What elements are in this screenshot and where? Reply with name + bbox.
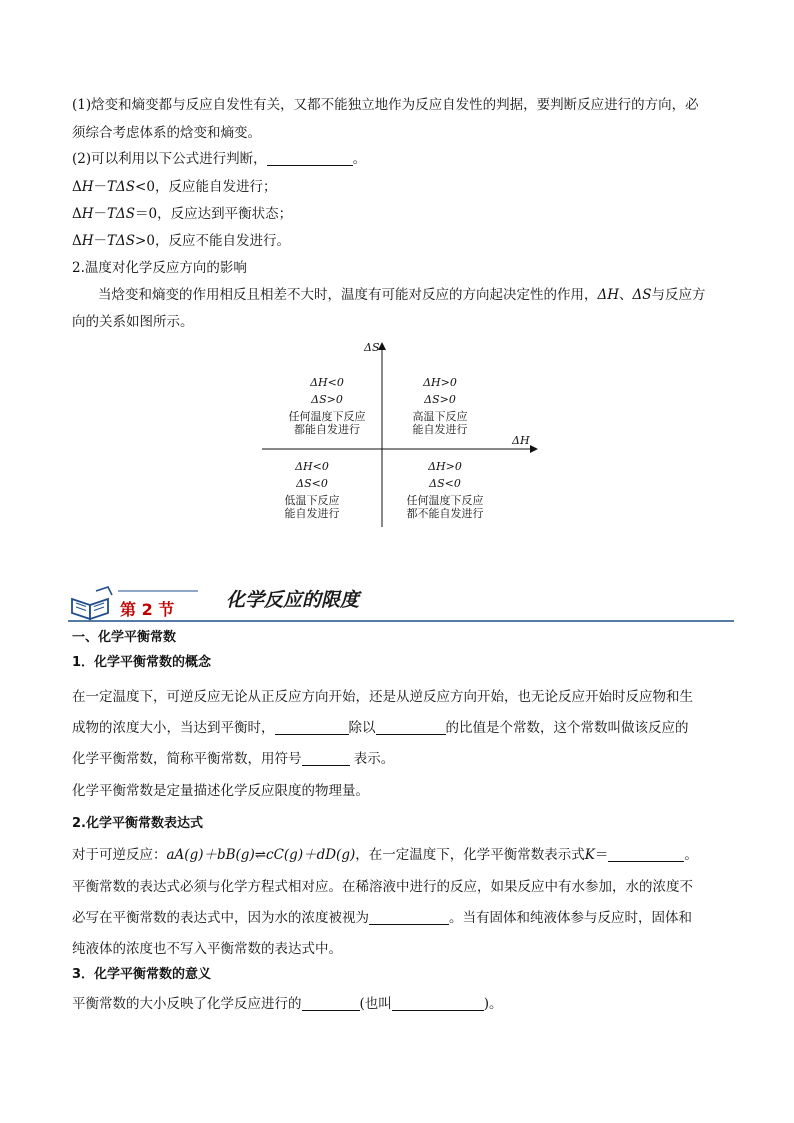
dh-term: ΔH [597,287,620,303]
heading-temperature: 2.温度对化学反应方向的影响 [72,260,247,276]
heading-equilibrium-constant: 一、化学平衡常数 [72,630,177,645]
concept-line-2a: 成物的浓度大小，当达到平衡时， [72,720,275,736]
q3-dh: ΔH<0 [295,460,329,473]
expression-line-3b: 。当有固体和纯液体参与反应时，固体和 [449,910,692,926]
concept-line-3a: 化学平衡常数，简称平衡常数，用符号 [72,751,302,767]
formula-1: ΔH－TΔS<0，反应能自发进行； [72,179,277,195]
minus-sign: － [93,206,108,222]
answer-blank[interactable] [376,720,446,735]
k-symbol: K [584,847,595,863]
quadrant-4 [398,460,492,520]
t-symbol: T [107,233,117,249]
x-axis-label: ΔH [512,434,530,447]
concept-line-4: 化学平衡常数是定量描述化学反应限度的物理量。 [72,783,369,799]
separator: 、 [619,287,633,303]
q4-desc-2: 都不能自发进行 [406,507,484,520]
meaning-line-1a: 平衡常数的大小反映了化学反应进行的 [72,996,302,1012]
q4-desc-1: 任何温度下反应 [406,494,484,507]
minus-sign: － [93,233,108,249]
quadrant-1 [400,376,480,436]
h-symbol: H [81,179,94,195]
section-header [68,585,734,625]
ds-symbol: ΔS [116,179,136,195]
formula-3-relation: >0，反应不能自发进行。 [135,233,290,249]
h-symbol: H [81,233,94,249]
heading-concept: 1．化学平衡常数的概念 [72,655,212,670]
h-symbol: H [81,206,94,222]
q3-desc-1: 低温下反应 [284,494,340,507]
concept-line-2c: 的比值是个常数，这个常数叫做该反应的 [445,720,689,736]
y-axis-label: ΔS [364,341,380,354]
concept-line-3 [72,750,394,768]
expression-line-1a: 对于可逆反应： [72,847,167,863]
q4-dh: ΔH>0 [428,460,462,473]
paragraph-3b: 向的关系如图所示。 [72,314,194,330]
minus-sign: － [93,179,108,195]
answer-blank[interactable] [369,910,449,925]
q2-desc-1: 任何温度下反应 [288,410,366,423]
expression-line-1 [72,846,698,864]
heading-meaning: 3．化学平衡常数的意义 [72,967,212,982]
paragraph-1a: (1)焓变和熵变都与反应自发性有关，又都不能独立地作为反应自发性的判据，要判断反应进行的方向，必 [72,97,699,113]
answer-blank[interactable] [275,720,349,735]
ds-symbol: ΔS [116,233,136,249]
q1-desc-2: 能自发进行 [412,423,468,436]
expression-line-1b: ，在一定温度下，化学平衡常数表示式 [355,847,585,863]
quadrant-2 [284,376,370,436]
answer-blank[interactable] [302,996,360,1011]
x-axis-arrow-icon [530,445,538,453]
quadrant-3 [272,460,352,520]
meaning-line-1b: (也叫 [359,996,392,1012]
heading-expression: 2.化学平衡常数表达式 [72,816,203,831]
concept-line-2b: 除以 [348,720,376,736]
ds-term: ΔS [632,287,652,303]
q3-desc-2: 能自发进行 [284,507,340,520]
q2-ds: ΔS>0 [311,393,343,406]
paragraph-1b: 须综合考虑体系的焓变和熵变。 [72,125,261,141]
expression-line-1d: 。 [684,847,698,863]
q1-desc-1: 高温下反应 [412,410,468,423]
t-symbol: T [107,179,117,195]
q2-dh: ΔH<0 [310,376,344,389]
formula-2-relation: ＝0，反应达到平衡状态； [135,206,293,222]
expression-line-4: 纯液体的浓度也不写入平衡常数的表达式中。 [72,941,342,957]
concept-line-2 [72,719,689,737]
q3-ds: ΔS<0 [296,477,328,490]
paragraph-2-end: 。 [352,151,367,167]
paragraph-2-text: (2)可以利用以下公式进行判断， [72,151,267,167]
q1-ds: ΔS>0 [424,393,456,406]
section-number: 第 2 节 [120,600,175,619]
paragraph-3a-text: 当焓变和熵变的作用相反且相差不大时，温度有可能对反应的方向起决定性的作用， [98,287,598,303]
formula-1-relation: <0，反应能自发进行； [135,179,277,195]
paragraph-3a-end: 与反应方 [651,287,706,303]
meaning-line-1c: )。 [483,996,503,1012]
answer-blank[interactable] [392,996,484,1011]
concept-line-3b: 表示。 [349,751,395,767]
q2-desc-2: 都能自发进行 [294,423,360,436]
answer-blank[interactable] [302,751,350,766]
answer-blank[interactable] [608,847,684,862]
reaction-equation: aA(g)＋bB(g)⇌cC(g)＋dD(g) [166,847,356,863]
meaning-line-1 [72,995,503,1013]
ds-symbol: ΔS [116,206,136,222]
q4-ds: ΔS<0 [429,477,461,490]
expression-line-2: 平衡常数的表达式必须与化学方程式相对应。在稀溶液中进行的反应，如果反应中有水参加，水的浓度不 [72,879,693,895]
book-icon [72,587,112,619]
q1-dh: ΔH>0 [423,376,457,389]
section-title: 化学反应的限度 [226,589,360,611]
formula-3: ΔH－TΔS>0，反应不能自发进行。 [72,233,290,249]
equals-sign: ＝ [594,847,609,863]
formula-2: ΔH－TΔS＝0，反应达到平衡状态； [72,206,293,222]
t-symbol: T [107,206,117,222]
concept-line-1: 在一定温度下，可逆反应无论从正反应方向开始，还是从逆反应方向开始，也无论反应开始时反应物和生 [72,689,693,705]
expression-line-3 [72,909,692,927]
expression-line-3a: 必写在平衡常数的表达式中，因为水的浓度被视为 [72,910,369,926]
